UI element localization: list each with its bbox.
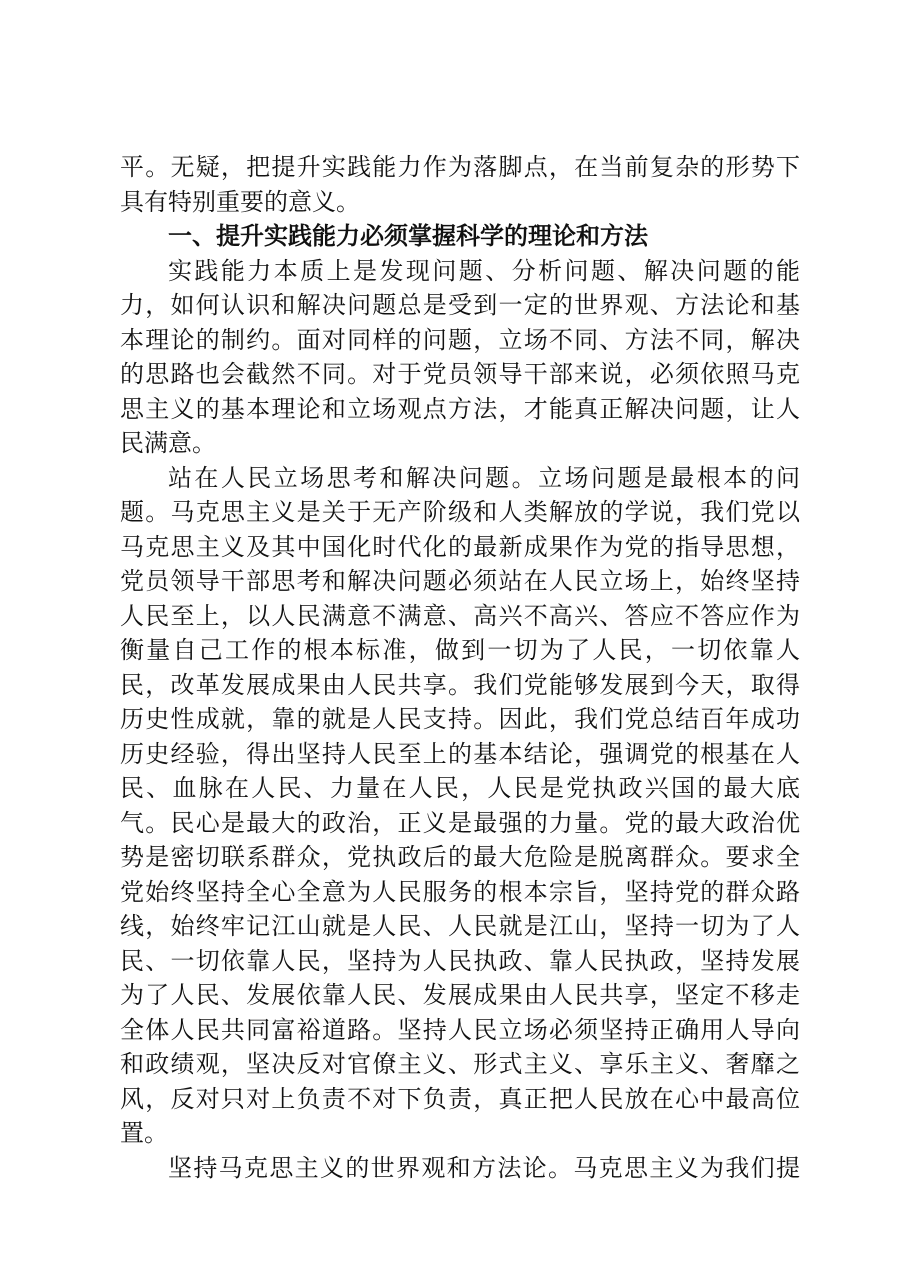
paragraph-line: 为了人民、发展依靠人民、发展成果由人民共享，坚定不移走 bbox=[120, 981, 800, 1009]
paragraph-line: 历史性成就，靠的就是人民支持。因此，我们党总结百年成功 bbox=[120, 705, 800, 733]
paragraph-line: 的思路也会截然不同。对于党员领导干部来说，必须依照马克 bbox=[120, 360, 800, 388]
paragraph-line: 思主义的基本理论和立场观点方法，才能真正解决问题，让人 bbox=[120, 394, 800, 423]
paragraph-line: 党始终坚持全心全意为人民服务的根本宗旨，坚持党的群众路 bbox=[120, 877, 800, 906]
paragraph-line: 马克思主义及其中国化时代化的最新成果作为党的指导思想， bbox=[120, 532, 800, 561]
paragraph-line: 实践能力本质上是发现问题、分析问题、解决问题的能 bbox=[168, 256, 800, 285]
paragraph-line: 置。 bbox=[120, 1119, 168, 1147]
paragraph-line: 民、一切依靠人民，坚持为人民执政、靠人民执政，坚持发展 bbox=[120, 946, 800, 975]
paragraph-line: 气。民心是最大的政治，正义是最强的力量。党的最大政治优 bbox=[120, 808, 800, 837]
paragraph-line: 和政绩观，坚决反对官僚主义、形式主义、享乐主义、奢靡之 bbox=[120, 1050, 800, 1078]
paragraph-line: 民满意。 bbox=[120, 429, 216, 457]
paragraph-line: 民，改革发展成果由人民共享。我们党能够发展到今天，取得 bbox=[120, 670, 800, 699]
paragraph-line: 坚持马克思主义的世界观和方法论。马克思主义为我们提 bbox=[168, 1153, 800, 1182]
section-heading: 一、提升实践能力必须掌握科学的理论和方法 bbox=[168, 221, 648, 250]
paragraph-line: 人民至上，以人民满意不满意、高兴不高兴、答应不答应作为 bbox=[120, 601, 800, 630]
document-body bbox=[120, 150, 800, 1185]
paragraph-line: 线，始终牢记江山就是人民、人民就是江山，坚持一切为了人 bbox=[120, 912, 800, 940]
paragraph-line: 衡量自己工作的根本标准，做到一切为了人民，一切依靠人 bbox=[120, 636, 800, 664]
paragraph-line: 站在人民立场思考和解决问题。立场问题是最根本的问 bbox=[168, 463, 800, 492]
paragraph-line: 民、血脉在人民、力量在人民，人民是党执政兴国的最大底 bbox=[120, 774, 800, 802]
paragraph-line: 势是密切联系群众，党执政后的最大危险是脱离群众。要求全 bbox=[120, 843, 800, 871]
paragraph-line: 党员领导干部思考和解决问题必须站在人民立场上，始终坚持 bbox=[120, 567, 800, 595]
paragraph-line: 历史经验，得出坚持人民至上的基本结论，强调党的根基在人 bbox=[120, 739, 800, 768]
paragraph-line: 题。马克思主义是关于无产阶级和人类解放的学说，我们党以 bbox=[120, 498, 800, 526]
paragraph-line: 具有特别重要的意义。 bbox=[120, 187, 360, 216]
paragraph-line: 本理论的制约。面对同样的问题，立场不同、方法不同，解决 bbox=[120, 325, 800, 354]
paragraph-line: 平。无疑，把提升实践能力作为落脚点，在当前复杂的形势下 bbox=[120, 153, 800, 181]
paragraph-line: 全体人民共同富裕道路。坚持人民立场必须坚持正确用人导向 bbox=[120, 1015, 800, 1044]
paragraph-line: 风，反对只对上负责不对下负责，真正把人民放在心中最高位 bbox=[120, 1084, 800, 1113]
paragraph-line: 力，如何认识和解决问题总是受到一定的世界观、方法论和基 bbox=[120, 291, 800, 319]
